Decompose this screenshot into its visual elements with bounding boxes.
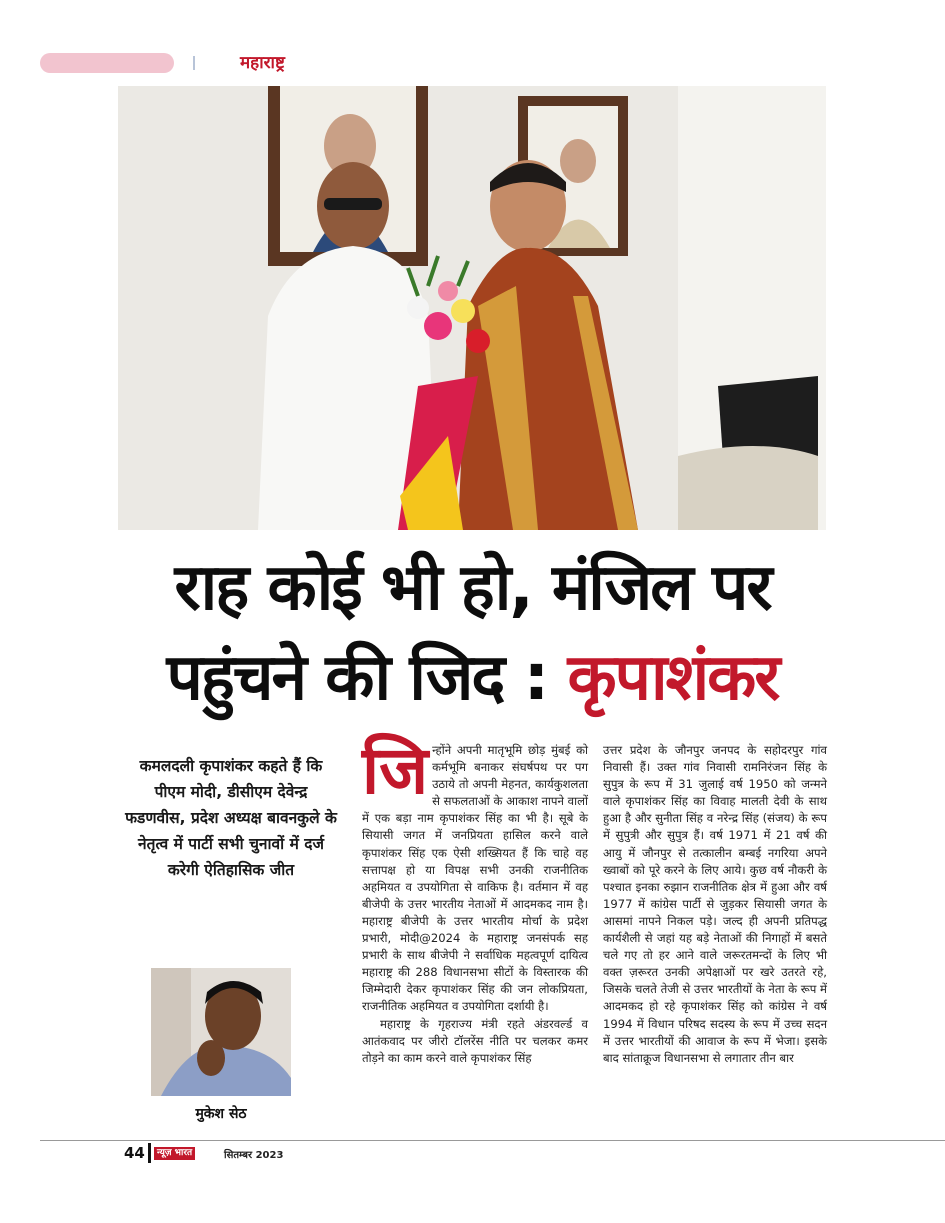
article-paragraph: न्होंने अपनी मातृभूमि छोड़ मुंबई को कर्मभूमि बनाकर संघर्षपथ पर पग उठाये तो अपनी मेहनत, कार्यकुशलता से सफलताओं के आकाश नापने वालों में एक बड़ा नाम कृपाशंकर सिंह का भी है। सूबे के सियासी जगत में जनप्रियता हासिल करने वाले कृपाशंकर सिंह एक ऐसी शख्सियत हैं कि चाहे वह सत्तापक्ष हो या विपक्ष सभी उनकी राजनीतिक अहमियत व उपयोगिता से वाकिफ है। वर्तमान में वह बीजेपी के उत्तर भारतीय नेताओं में आदमकद नाम है। महाराष्ट्र बीजेपी के उत्तर भारतीय मोर्चा के प्रदेश प्रभारी, मोदी@2024 के महाराष्ट्र जनसंपर्क सह प्रभारी के साथ बीजेपी ने सर्वाधिक महत्वपूर्ण दायित्व महाराष्ट्र की 288 विधानसभा सीटों के विस्तारक की जिम्मेदारी देकर कृपाशंकर सिंह की जन लोकप्रियता, राजनीतिक अहमियत व उपयोगिता दर्शायी है।	[362, 743, 588, 1014]
lead-photo-illustration	[118, 86, 826, 530]
dropcap: जि	[362, 732, 429, 809]
pull-quote: कमलदली कृपाशंकर कहते हैं कि पीएम मोदी, डीसीएम देवेन्द्र फडणवीस, प्रदेश अध्यक्ष बावनकुले के नेतृत्व में पार्टी सभी चुनावों में दर्ज करेगी ऐतिहासिक जीत	[125, 757, 337, 879]
page-number: 44	[124, 1144, 145, 1162]
article-paragraph: महाराष्ट्र के गृहराज्य मंत्री रहते अंडरवर्ल्ड व आतंकवाद पर जीरो टॉलरेंस नीति पर चलकर कमर तोड़ने का काम करने वाले कृपाशंकर सिंह	[362, 1016, 588, 1065]
footer-divider	[148, 1143, 151, 1163]
lead-photo	[118, 86, 826, 530]
headline-name: कृपाशंकर	[567, 641, 779, 715]
article-column-2	[603, 742, 827, 1067]
author-name: मुकेश सेठ	[195, 1106, 247, 1122]
footer-rule	[40, 1140, 945, 1141]
article-column-1	[362, 732, 588, 1067]
article-paragraph: उत्तर प्रदेश के जौनपुर जनपद के सहोदरपुर गांव निवासी हैं। उक्त गांव निवासी रामनिरंजन सिंह के सुपुत्र के रूप में 31 जुलाई वर्ष 1950 को जन्मने वाले कृपाशंकर सिंह का विवाह मालती देवी के साथ हुआ है और सुनीता सिंह व नरेन्द्र सिंह (संजय) के रूप में सुपुत्री और सुपुत्र हैं। वर्ष 1971 में 21 वर्ष की आयु में जौनपुर से तत्कालीन बम्बई नगरिया अपने ख्वाबों को पूरे करने के लिए आये। कुछ वर्ष नौकरी के पश्चात इनका रुझान राजनीतिक क्षेत्र में हुआ और वर्ष 1977 में कांग्रेस पार्टी से जुड़कर सियासी जगत के आसमां नापने निकल पड़े। जल्द ही अपनी प्रतिपद्ध कार्यशैली से जहां यह बड़े नेताओं की निगाहों में बसते चले गए तो हर आने वाले जरूरतमन्दों के लिए भी वक्त ज़रूरत उनकी अपेक्षाओं पर खरे उतरते रहे, जिसके चलते तेजी से उत्तर भारतीयों के नेता के रूप में आदमकद हो रहे कृपाशंकर सिंह को कांग्रेस ने वर्ष 1994 में विधान परिषद सदस्य के रूप में उच्च सदन में उत्तर भारतीयों की आवाज के रूप में भेजा। इसके बाद सांताक्रूज विधानसभा से लगातार तीन बार	[603, 743, 827, 1065]
headline-line1: राह कोई भी हो, मंजिल पर	[174, 551, 771, 625]
headline-line2	[0, 638, 945, 718]
author-photo-illustration	[151, 968, 291, 1096]
header-separator	[193, 56, 195, 70]
issue-date: सितम्बर 2023	[224, 1150, 284, 1161]
headline-line2-black: पहुंचने की जिद :	[166, 641, 568, 715]
magazine-logo: न्यूज़ भारत	[154, 1147, 195, 1160]
section-label: महाराष्ट्र	[240, 53, 285, 73]
author-photo	[151, 968, 291, 1096]
header-pill-decoration	[40, 53, 174, 73]
